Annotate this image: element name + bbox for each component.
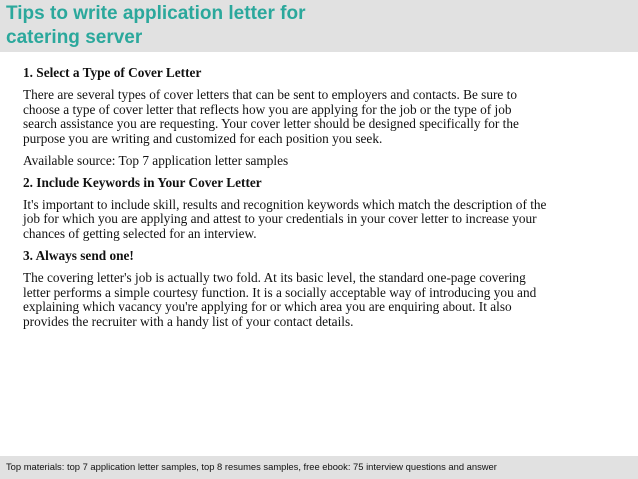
page-title-line-1: Tips to write application letter for — [6, 3, 306, 24]
section-1-paragraph — [23, 88, 623, 147]
section-2-line: It's important to include skill, results and recognition keywords which match the description of the — [23, 196, 547, 212]
section-2-paragraph — [23, 198, 623, 242]
slide-content — [23, 66, 623, 337]
section-2-line: chances of getting selected for an interview. — [23, 226, 257, 242]
section-2-line: job for which you are applying and attest to your credentials in your cover letter to increase your — [23, 211, 537, 227]
page-title-line-2: catering server — [6, 27, 143, 48]
title-bar — [0, 0, 638, 52]
footer-text: Top materials: top 7 application letter samples, top 8 resumes samples, free ebook: 75 interview questions and answer — [6, 461, 497, 472]
section-3-line: letter performs a simple courtesy function. It is a socially acceptable way of introducing you and — [23, 284, 537, 300]
section-1-line: choose a type of cover letter that reflects how you are applying for the job or the type of job — [23, 101, 512, 117]
section-3-line: The covering letter's job is actually two fold. At its basic level, the standard one-page covering — [23, 269, 526, 285]
section-1-line: purpose you are writing and customized for each position you seek. — [23, 131, 383, 147]
section-1-line: There are several types of cover letters that can be sent to employers and contacts. Be sure to — [23, 86, 518, 102]
section-3-paragraph — [23, 271, 623, 330]
section-1-line: search assistance you are requesting. Your cover letter should be designed specifically for the — [23, 116, 519, 132]
section-3-line: provides the recruiter with a handy list of your contact details. — [23, 314, 354, 330]
section-1-source: Available source: Top 7 application letter samples — [23, 152, 289, 168]
section-3-heading: 3. Always send one! — [23, 247, 134, 263]
section-3-line: explaining which vacancy you're applying for or which area you are enquiring about. It also — [23, 299, 512, 315]
footer-bar — [0, 456, 638, 479]
section-2-heading: 2. Include Keywords in Your Cover Letter — [23, 174, 262, 190]
section-1-heading: 1. Select a Type of Cover Letter — [23, 65, 202, 80]
